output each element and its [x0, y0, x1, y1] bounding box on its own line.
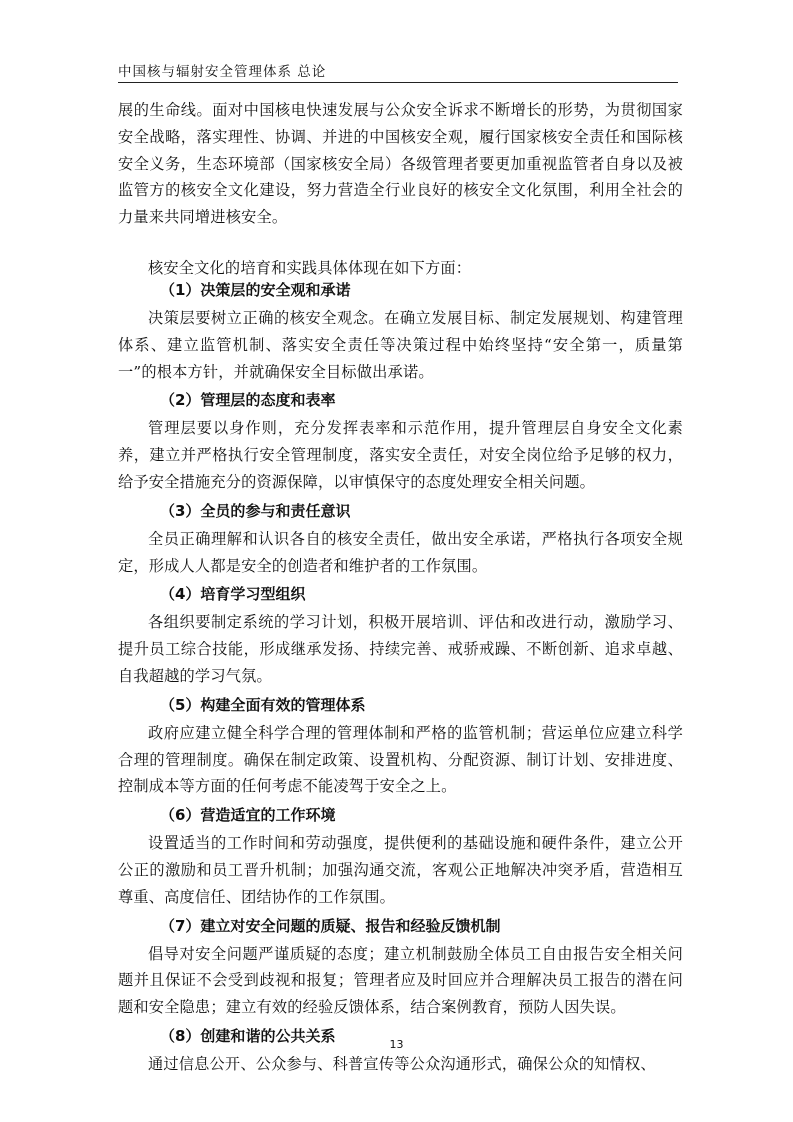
section-title: （5）构建全面有效的管理体系	[160, 695, 366, 714]
sections-list	[118, 276, 683, 1079]
running-header	[118, 56, 678, 83]
section-6	[118, 801, 683, 910]
header-title: 中国核与辐射安全管理体系 总论	[118, 64, 327, 80]
section-4	[118, 580, 683, 689]
section-body: 设置适当的工作时间和劳动强度，提供便利的基础设施和硬件条件，建立公开公正的激励和员工晋升机制；加强沟通交流，客观公正地解决冲突矛盾，营造相互尊重、高度信任、团结协作的工作氛围。	[118, 834, 683, 906]
section-body: 全员正确理解和认识各自的核安全责任，做出安全承诺，严格执行各项安全规定，形成人人都是安全的创造者和维护者的工作氛围。	[118, 529, 683, 575]
section-1	[118, 276, 683, 385]
section-body: 管理层要以身作则，充分发挥表率和示范作用，提升管理层自身安全文化素养，建立并严格执行安全管理制度，落实安全责任，对安全岗位给予足够的权力，给予安全措施充分的资源保障，以审慎保守的态度处理安全相关问题。	[118, 419, 683, 491]
section-body: 通过信息公开、公众参与、科普宣传等公众沟通形式，确保公众的知情权、	[148, 1054, 656, 1073]
section-body: 倡导对安全问题严谨质疑的态度；建立机制鼓励全体员工自由报告安全相关问题并且保证不会受到歧视和报复；管理者应及时回应并合理解决员工报告的潜在问题和安全隐患；建立有效的经验反馈体系，结合案例教育，预防人因失误。	[118, 944, 683, 1017]
section-title: （3）全员的参与和责任意识	[160, 501, 351, 520]
section-2	[118, 386, 683, 495]
section-title: （8）创建和谐的公共关系	[160, 1026, 336, 1045]
section-body: 各组织要制定系统的学习计划，积极开展培训、评估和改进行动，激励学习、提升员工综合技能，形成继承发扬、持续完善、戒骄戒躁、不断创新、追求卓越、自我超越的学习气氛。	[118, 613, 683, 685]
section-7	[118, 912, 683, 1021]
page-number: 13	[389, 1038, 404, 1051]
lead-paragraph: 核安全文化的培育和实践具体体现在如下方面：	[148, 259, 472, 277]
section-5	[118, 691, 683, 800]
section-3	[118, 497, 683, 580]
section-title: （6）营造适宜的工作环境	[160, 806, 336, 825]
intro-paragraph: 展的生命线。面对中国核电快速发展与公众安全诉求不断增长的形势，为贯彻国家安全战略，落实理性、协调、并进的中国核安全观，履行国家核安全责任和国际核安全义务，生态环境部（国家核安全局）各级管理者要更加重视监管者自身以及被监管方的核安全文化建设，努力营造全行业良好的核安全文化氛围，利用全社会的力量来共同增进核安全。	[118, 101, 683, 227]
section-title: （4）培育学习型组织	[160, 585, 306, 604]
section-title: （1）决策层的安全观和承诺	[160, 281, 351, 299]
section-title: （7）建立对安全问题的质疑、报告和经验反馈机制	[160, 916, 501, 935]
section-body: 决策层要树立正确的核安全观念。在确立发展目标、制定发展规划、构建管理体系、建立监管机制、落实安全责任等决策过程中始终坚持“安全第一，质量第一”的根本方针，并就确保安全目标做出承诺。	[118, 309, 683, 381]
section-title: （2）管理层的态度和表率	[160, 391, 336, 410]
section-body: 政府应建立健全科学合理的管理体制和严格的监管机制；营运单位应建立科学合理的管理制度。确保在制定政策、设置机构、分配资源、制订计划、安排进度、控制成本等方面的任何考虑不能凌驾于安全之上。	[118, 723, 683, 796]
